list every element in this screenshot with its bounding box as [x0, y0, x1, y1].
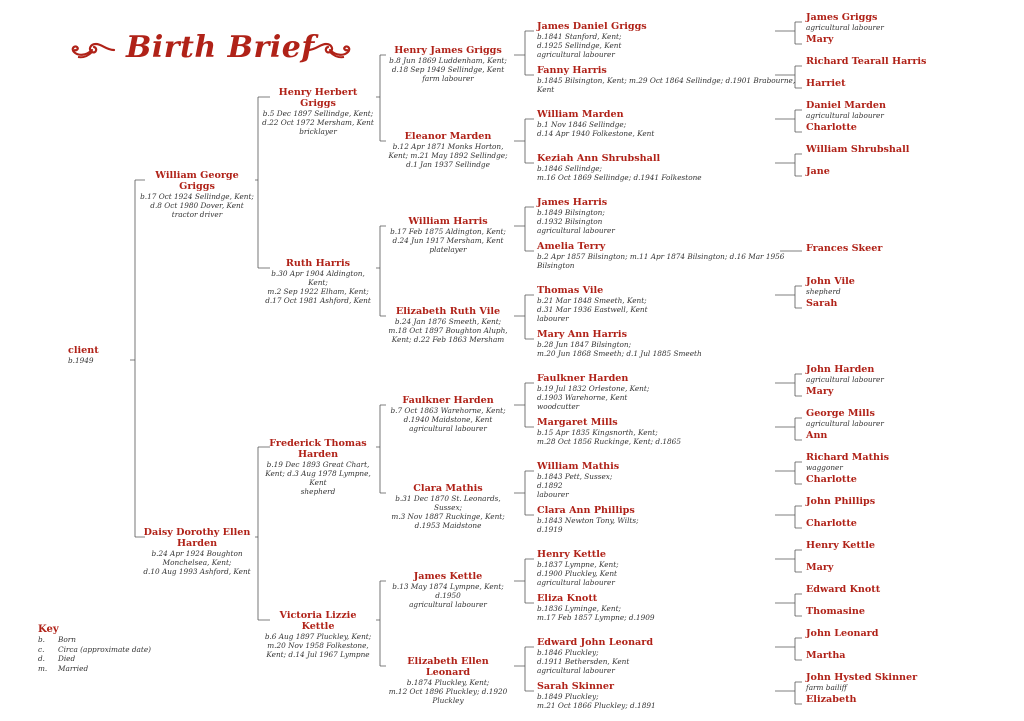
person-detail: b.1949 [68, 356, 94, 365]
person-detail: d.1940 Maidstone, Kent [403, 415, 493, 424]
connector [130, 180, 145, 537]
person-detail: d.1919 [537, 525, 563, 534]
person-detail: Pluckley [432, 696, 464, 705]
person-g51 [806, 430, 827, 441]
person-name: Clara Mathis [413, 483, 483, 494]
person-detail: b.13 May 1874 Lympne, Kent; [392, 582, 504, 591]
person-detail: d.1 Jan 1937 Sellindge [406, 160, 490, 169]
key-row: b. Born [38, 635, 76, 644]
connector [514, 31, 534, 75]
person-g36 [806, 100, 886, 120]
person-g33 [806, 34, 833, 45]
person-detail: b.31 Dec 1870 St. Leonards, Sussex; [395, 494, 501, 512]
person-name: Keziah Ann Shrubshall [537, 153, 661, 164]
person-g39 [806, 166, 830, 177]
person-p16 [537, 21, 647, 59]
person-name: James Daniel Griggs [537, 21, 647, 32]
person-name: Daniel Marden [806, 100, 886, 111]
person-name: Victoria Lizzie Kettle [279, 610, 357, 632]
person-name: Clara Ann Phillips [537, 505, 635, 516]
person-p20 [537, 197, 615, 235]
person-name: John Vile [806, 276, 855, 287]
person-name: Mary [806, 34, 834, 45]
person-detail: waggoner [806, 463, 843, 472]
person-name: Henry Kettle [806, 540, 875, 551]
person-detail: d.10 Aug 1993 Ashford, Kent [143, 567, 251, 576]
connector [775, 550, 802, 572]
connector [775, 418, 802, 440]
person-detail: d.18 Sep 1949 Sellindge, Kent [391, 65, 505, 74]
person-g52 [806, 452, 889, 472]
person-name: Mary Ann Harris [537, 329, 627, 340]
person-detail: b.19 Dec 1893 Great Chart, Kent; d.3 Aug 1978 Lympne, Kent [265, 460, 371, 487]
person-detail: agricultural labourer [409, 600, 487, 609]
connector [775, 154, 802, 176]
person-p26 [537, 461, 619, 499]
person-name: Henry James Griggs [394, 45, 502, 56]
person-p8 [384, 45, 512, 83]
connector [775, 374, 802, 396]
person-p31 [537, 681, 656, 710]
person-name: Sarah Skinner [537, 681, 615, 692]
person-name: John Harden [806, 364, 875, 375]
person-detail: m.20 Jun 1868 Smeeth; d.1 Jul 1885 Smeeth [537, 349, 702, 358]
person-detail: agricultural labourer [806, 23, 884, 32]
person-detail: agricultural labourer [806, 419, 884, 428]
person-detail: labourer [537, 314, 569, 323]
person-p25 [537, 417, 681, 446]
person-client [68, 345, 128, 365]
person-detail: b.1843 Pett, Sussex; [537, 472, 613, 481]
person-g57 [806, 562, 833, 573]
person-detail: b.21 Mar 1848 Smeeth, Kent; [537, 296, 647, 305]
person-detail: labourer [537, 490, 569, 499]
person-g49 [806, 386, 833, 397]
person-name: Henry Herbert Griggs [278, 87, 358, 109]
person-name: client [68, 345, 99, 356]
person-p22 [537, 285, 648, 323]
person-g56 [806, 540, 875, 551]
person-g58 [806, 584, 880, 595]
connector [775, 638, 802, 660]
person-name: Mary [806, 386, 834, 397]
connector [514, 559, 534, 603]
person-detail: b.12 Apr 1871 Monks Horton, Kent; m.21 May 1892 Sellindge; [388, 142, 508, 160]
person-g62 [806, 672, 917, 692]
person-g45 [806, 298, 837, 309]
person-p19 [537, 153, 702, 182]
person-name: Sarah [806, 298, 838, 309]
person-detail: farm bailiff [806, 683, 847, 692]
person-detail: agricultural labourer [806, 375, 884, 384]
person-detail: b.17 Oct 1924 Sellindge, Kent; [140, 192, 254, 201]
person-detail: d.1932 Bilsington [537, 217, 603, 226]
person-p11 [384, 306, 512, 344]
key-row: d. Died [38, 654, 76, 663]
connector [775, 462, 802, 484]
person-detail: d.22 Oct 1972 Mersham, Kent [262, 118, 374, 127]
person-detail: b.5 Dec 1897 Sellindge, Kent; [262, 109, 374, 118]
person-g43 [806, 243, 882, 254]
person-name: Frederick Thomas Harden [269, 438, 367, 460]
person-detail: b.1841 Stanford, Kent; [537, 32, 622, 41]
person-detail: m.2 Sep 1922 Elham, Kent; [267, 287, 369, 296]
person-detail: Kent [537, 85, 555, 94]
person-detail: m.17 Feb 1857 Lympne; d.1909 [537, 613, 655, 622]
person-detail: farm labourer [422, 74, 474, 83]
person-detail: b.1849 Pluckley; [537, 692, 599, 701]
person-detail: b.7 Oct 1863 Warehorne, Kent; [390, 406, 506, 415]
person-g54 [806, 496, 875, 507]
person-name: James Griggs [806, 12, 878, 23]
person-detail: tractor driver [171, 210, 223, 219]
person-g37 [806, 122, 857, 133]
person-detail: b.1843 Newton Tony, Wilts; [537, 516, 639, 525]
person-detail: shepherd [300, 487, 336, 496]
person-p6 [262, 438, 374, 496]
key-legend [38, 624, 151, 673]
person-detail: d.1911 Bethersden, Kent [537, 657, 630, 666]
person-g38 [806, 144, 909, 155]
person-detail: d.8 Oct 1980 Dover, Kent [150, 201, 244, 210]
person-g48 [806, 364, 884, 384]
connector [514, 119, 534, 163]
person-detail: b.6 Aug 1897 Pluckley, Kent; [264, 632, 372, 641]
person-detail: bricklayer [299, 127, 337, 136]
person-p13 [384, 483, 512, 530]
person-detail: b.1849 Bilsington; [537, 208, 605, 217]
person-detail: b.24 Jan 1876 Smeeth, Kent; [394, 317, 502, 326]
person-detail: b.15 Apr 1835 Kingsnorth, Kent; [537, 428, 658, 437]
person-detail: woodcutter [537, 402, 580, 411]
person-name: Jane [806, 166, 830, 177]
person-p9 [384, 131, 512, 169]
person-name: Fanny Harris [537, 65, 607, 76]
connector [514, 207, 534, 251]
connector [775, 682, 802, 704]
person-name: Faulkner Harden [402, 395, 494, 406]
connector [514, 295, 534, 339]
person-p14 [384, 571, 512, 609]
person-detail: b.1846 Sellindge; [537, 164, 603, 173]
person-name: Henry Kettle [537, 549, 606, 560]
person-name: Edward Knott [806, 584, 881, 595]
person-p15 [384, 656, 512, 705]
person-p30 [537, 637, 653, 675]
person-detail: m.12 Oct 1896 Pluckley; d.1920 [388, 687, 508, 696]
person-detail: Bilsington [537, 261, 575, 270]
person-p17 [537, 65, 795, 94]
person-detail: m.16 Oct 1869 Sellindge; d.1941 Folkestone [537, 173, 702, 182]
person-p2 [138, 170, 256, 219]
person-name: Charlotte [806, 122, 857, 133]
person-g61 [806, 650, 846, 661]
person-detail: m.28 Oct 1856 Ruckinge, Kent; d.1865 [537, 437, 681, 446]
person-name: Ann [806, 430, 828, 441]
connector [775, 110, 802, 132]
person-name: Amelia Terry [537, 241, 606, 252]
person-p4 [262, 87, 374, 136]
person-detail: d.17 Oct 1981 Ashford, Kent [265, 296, 371, 305]
person-name: Eliza Knott [537, 593, 598, 604]
person-g34 [806, 56, 926, 67]
person-detail: d.1950 [435, 591, 461, 600]
person-p5 [262, 258, 374, 305]
person-name: Charlotte [806, 518, 857, 529]
person-detail: b.1874 Pluckley, Kent; [406, 678, 490, 687]
person-detail: d.1892 [537, 481, 563, 490]
connector [514, 383, 534, 427]
person-name: John Leonard [806, 628, 879, 639]
person-name: James Kettle [413, 571, 483, 582]
person-name: Harriet [806, 78, 846, 89]
person-detail: agricultural labourer [806, 111, 884, 120]
person-detail: b.2 Apr 1857 Bilsington; m.11 Apr 1874 Bilsington; d.16 Mar 1956 [537, 252, 785, 261]
connector [514, 471, 534, 515]
person-detail: d.1953 Maidstone [414, 521, 482, 530]
person-detail: d.14 Apr 1940 Folkestone, Kent [537, 129, 655, 138]
person-detail: agricultural labourer [409, 424, 487, 433]
person-name: Faulkner Harden [537, 373, 629, 384]
person-p18 [537, 109, 654, 138]
person-detail: d.1925 Sellindge, Kent [537, 41, 622, 50]
person-name: John Hysted Skinner [806, 672, 918, 683]
person-name: William Marden [537, 109, 624, 120]
person-p28 [537, 549, 619, 587]
person-name: William George Griggs [155, 170, 239, 192]
connector [775, 594, 802, 616]
person-name: Richard Tearall Harris [806, 56, 927, 67]
person-p24 [537, 373, 649, 411]
person-g55 [806, 518, 857, 529]
person-detail: b.1836 Lyminge, Kent; [537, 604, 621, 613]
person-detail: b.17 Feb 1875 Aldington, Kent; [390, 227, 506, 236]
person-name: Thomas Vile [537, 285, 604, 296]
connector [775, 506, 802, 528]
person-g35 [806, 78, 846, 89]
title-text: Birth Brief [126, 30, 315, 65]
person-name: Charlotte [806, 474, 857, 485]
person-detail: b.8 Jun 1869 Luddenham, Kent; [389, 56, 507, 65]
key-row: m. Married [38, 663, 89, 673]
person-g44 [806, 276, 855, 296]
person-detail: m.18 Oct 1897 Boughton Aluph, Kent; d.22 Feb 1863 Mersham [388, 326, 508, 344]
person-name: Martha [806, 650, 846, 661]
key-row: c. Circa (approximate date) [38, 644, 151, 654]
person-detail: b.1 Nov 1846 Sellindge; [537, 120, 627, 129]
person-p27 [537, 505, 639, 534]
person-p23 [537, 329, 702, 358]
person-detail: d.1900 Pluckley, Kent [537, 569, 617, 578]
person-p29 [537, 593, 655, 622]
connector [514, 647, 534, 691]
person-detail: platelayer [429, 245, 467, 254]
person-detail: agricultural labourer [537, 50, 615, 59]
person-name: William Mathis [537, 461, 620, 472]
person-name: William Harris [408, 216, 488, 227]
person-p10 [384, 216, 512, 254]
person-name: Edward John Leonard [537, 637, 654, 648]
person-detail: shepherd [806, 287, 841, 296]
person-detail: b.1837 Lympne, Kent; [537, 560, 619, 569]
person-name: Daisy Dorothy Ellen Harden [143, 527, 251, 549]
person-g53 [806, 474, 857, 485]
key-title: Key [38, 624, 59, 635]
connector [775, 22, 802, 44]
person-detail: agricultural labourer [537, 666, 615, 675]
person-p21 [537, 241, 784, 270]
person-detail: b.24 Apr 1924 Boughton Monchelsea, Kent; [151, 549, 243, 567]
person-detail: m.3 Nov 1887 Ruckinge, Kent; [391, 512, 505, 521]
person-name: Richard Mathis [806, 452, 890, 463]
person-name: Mary [806, 562, 834, 573]
person-detail: m.21 Oct 1866 Pluckley; d.1891 [537, 701, 656, 710]
person-detail: d.1903 Warehorne, Kent [537, 393, 628, 402]
person-detail: d.31 Mar 1936 Eastwell, Kent [537, 305, 648, 314]
person-detail: m.20 Nov 1958 Folkestone, Kent; d.14 Jul 1967 Lympne [266, 641, 370, 659]
person-g60 [806, 628, 878, 639]
person-g32 [806, 12, 884, 32]
person-p7 [262, 610, 374, 659]
person-g50 [806, 408, 884, 428]
person-p12 [384, 395, 512, 433]
person-name: Elizabeth [806, 694, 857, 705]
person-name: Frances Skeer [806, 243, 883, 254]
person-detail: b.1846 Pluckley; [537, 648, 599, 657]
person-name: Margaret Mills [537, 417, 618, 428]
person-name: James Harris [537, 197, 608, 208]
person-p3 [138, 527, 256, 576]
connector [775, 286, 802, 308]
person-name: George Mills [806, 408, 875, 419]
person-name: William Shrubshall [806, 144, 910, 155]
person-detail: agricultural labourer [537, 226, 615, 235]
person-detail: d.24 Jun 1917 Mersham, Kent [392, 236, 504, 245]
person-detail: b.1845 Bilsington, Kent; m.29 Oct 1864 Sellindge; d.1901 Brabourne, [537, 76, 796, 85]
person-g59 [806, 606, 865, 617]
person-g63 [806, 694, 856, 705]
person-name: Eleanor Marden [404, 131, 492, 142]
person-detail: b.28 Jun 1847 Bilsington; [537, 340, 632, 349]
person-name: Ruth Harris [285, 258, 351, 269]
person-detail: b.19 Jul 1832 Orlestone, Kent; [537, 384, 650, 393]
person-name: Elizabeth Ruth Vile [395, 306, 501, 317]
person-detail: b.30 Apr 1904 Aldington, Kent; [271, 269, 365, 287]
person-name: Thomasine [806, 606, 866, 617]
person-name: John Phillips [806, 496, 876, 507]
person-name: Elizabeth Ellen Leonard [407, 656, 489, 678]
person-detail: agricultural labourer [537, 578, 615, 587]
